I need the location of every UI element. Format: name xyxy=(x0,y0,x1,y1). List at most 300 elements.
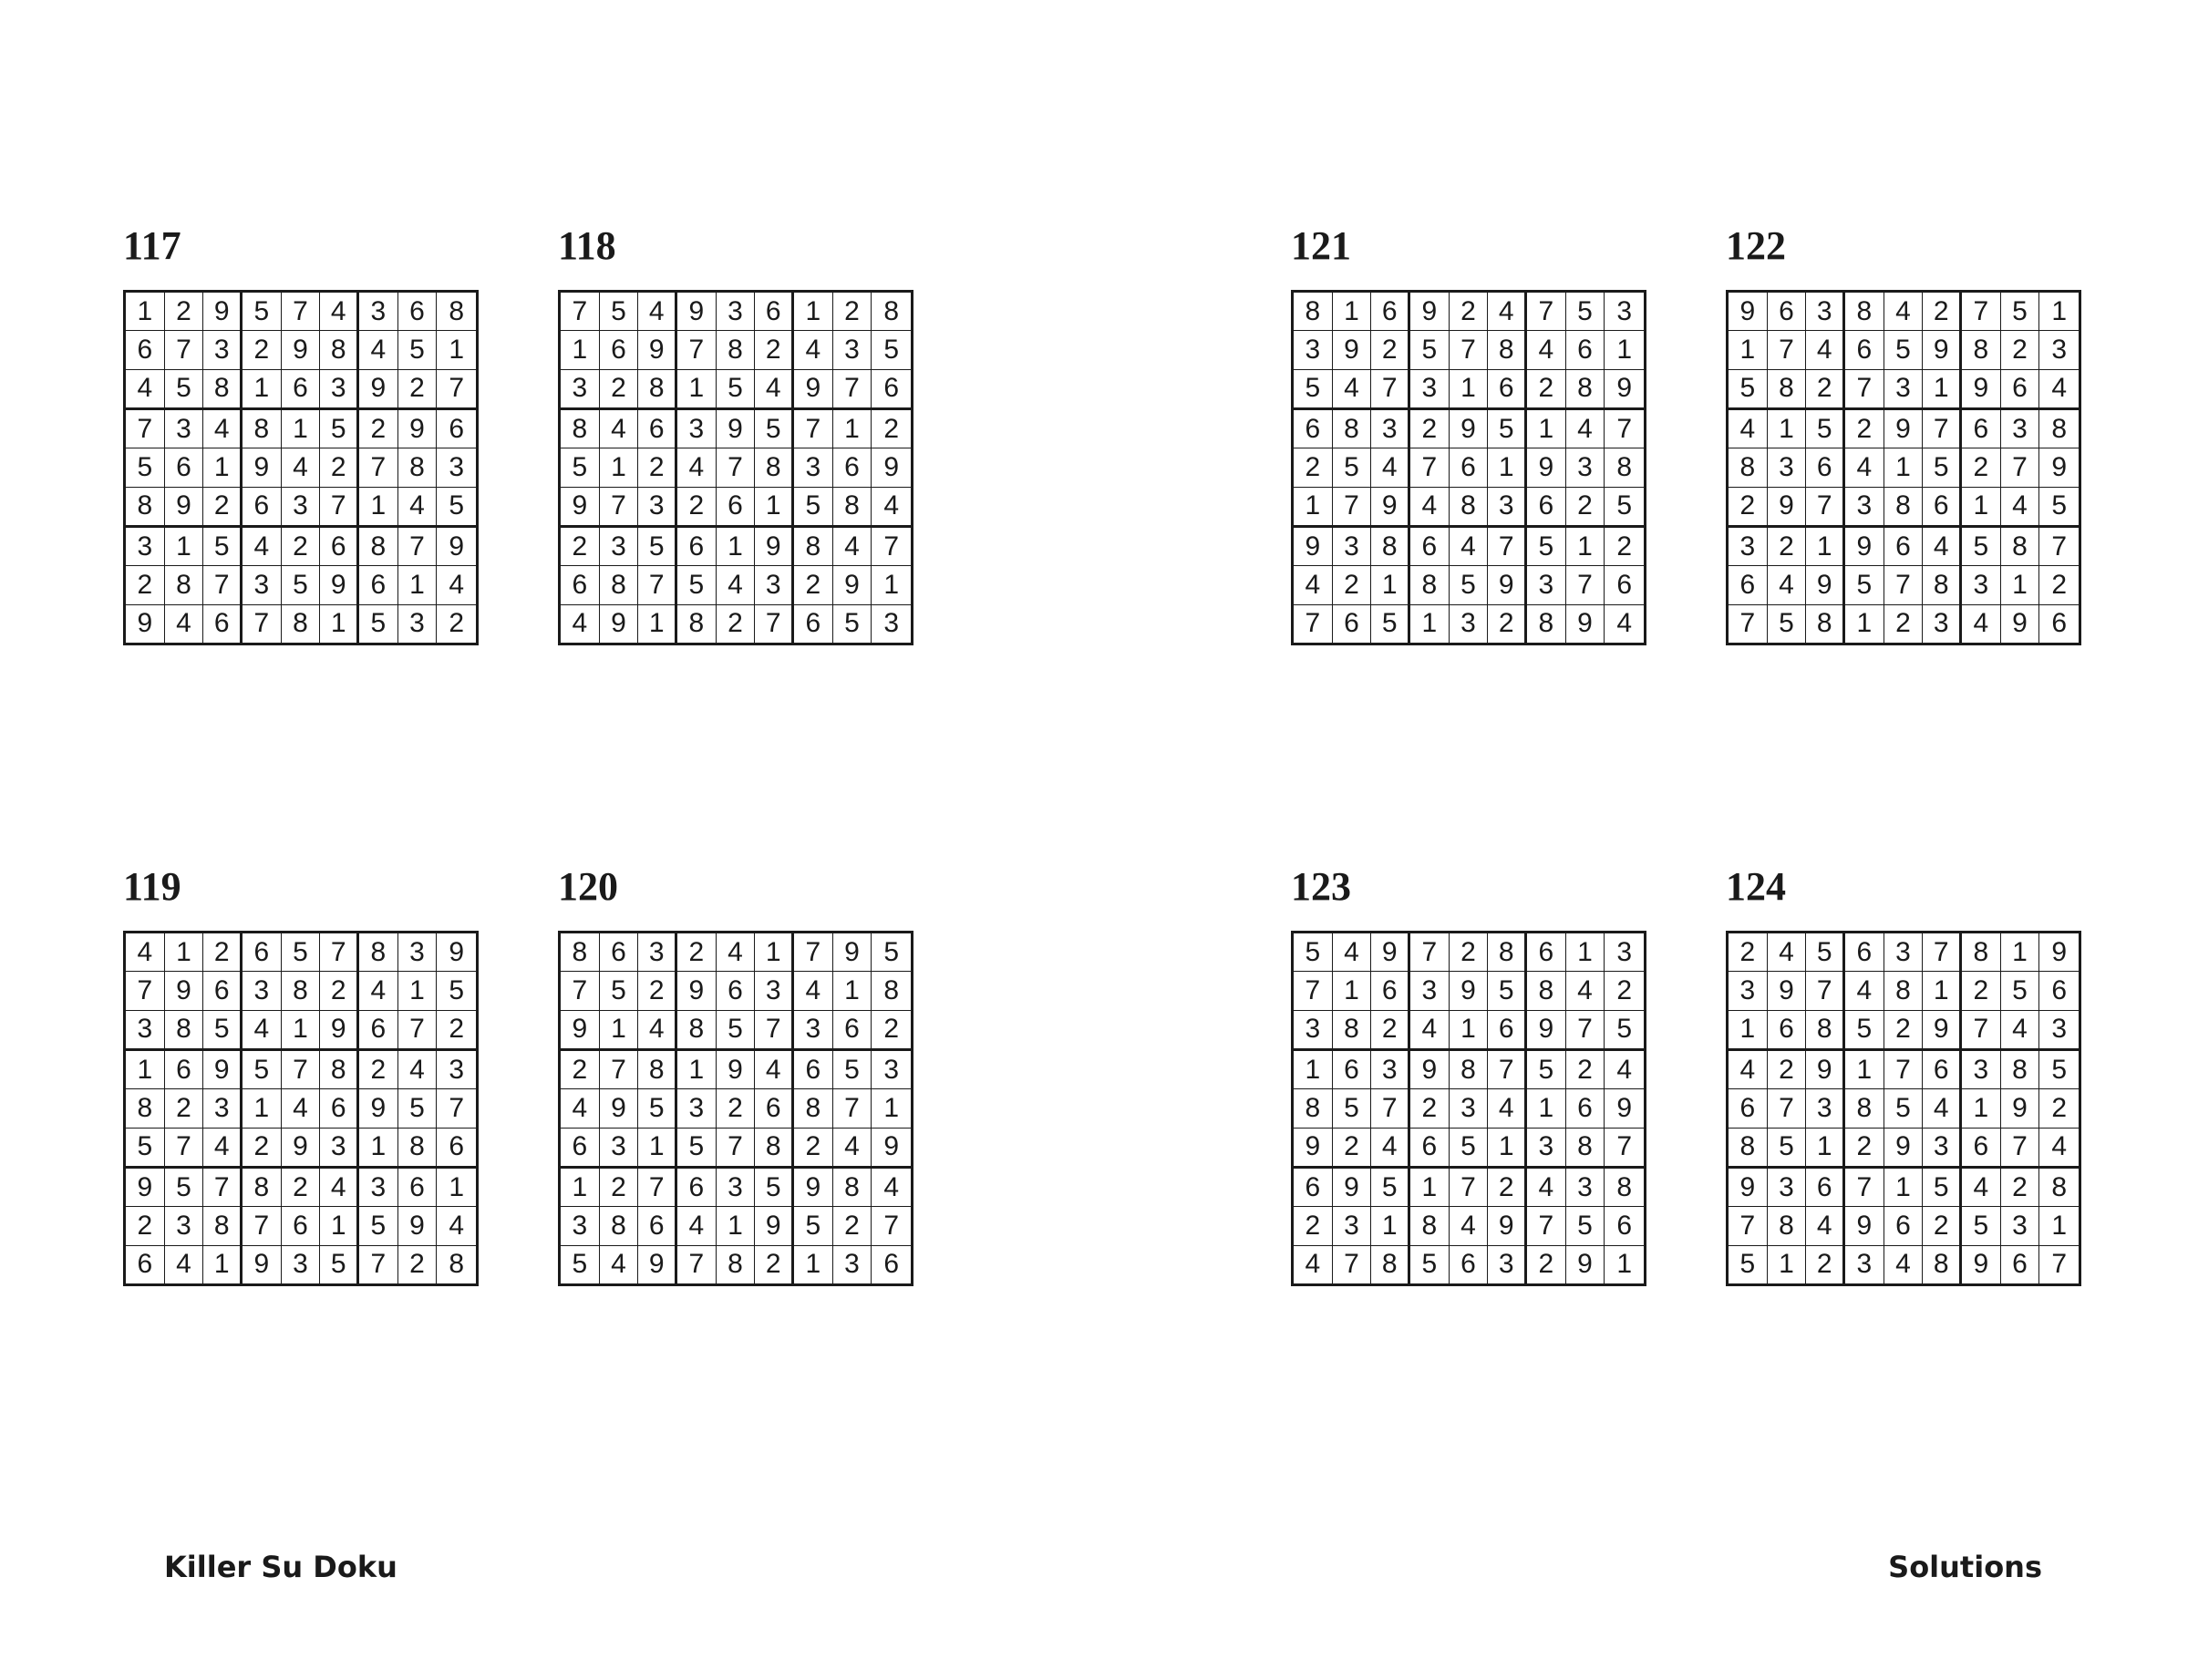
grid-cell: 1 xyxy=(1333,293,1372,331)
grid-cell: 2 xyxy=(2039,1089,2079,1128)
grid-cell: 4 xyxy=(243,528,282,566)
grid-cell: 8 xyxy=(1450,488,1489,528)
grid-cell: 7 xyxy=(1371,370,1410,410)
grid-cell: 1 xyxy=(1488,448,1527,487)
grid-cell: 5 xyxy=(1566,1207,1605,1245)
grid-cell: 5 xyxy=(2039,488,2079,528)
grid-cell: 3 xyxy=(1450,1089,1489,1128)
grid-cell: 6 xyxy=(1605,566,1644,604)
grid-cell: 7 xyxy=(755,1011,794,1051)
grid-cell: 9 xyxy=(1923,1011,1962,1051)
grid-cell: 8 xyxy=(1450,1051,1489,1089)
grid-cell: 1 xyxy=(1294,488,1333,528)
grid-cell: 2 xyxy=(1488,605,1527,643)
grid-cell: 1 xyxy=(2039,1207,2079,1245)
grid-cell: 5 xyxy=(243,293,282,331)
grid-cell: 5 xyxy=(1410,1246,1450,1283)
grid-cell: 9 xyxy=(126,605,165,643)
grid-cell: 6 xyxy=(600,331,639,369)
grid-cell: 6 xyxy=(1884,1207,1924,1245)
grid-cell: 6 xyxy=(638,410,677,448)
grid-cell: 4 xyxy=(320,1169,359,1207)
grid-cell: 6 xyxy=(320,1089,359,1128)
grid-cell: 8 xyxy=(1527,972,1566,1010)
grid-cell: 1 xyxy=(1768,410,1807,448)
grid-cell: 8 xyxy=(1566,370,1605,410)
grid-cell: 7 xyxy=(1962,1011,2001,1051)
grid-cell: 4 xyxy=(126,933,165,972)
grid-cell: 9 xyxy=(1962,370,2001,410)
grid-cell: 4 xyxy=(2001,1011,2040,1051)
grid-cell: 3 xyxy=(165,410,204,448)
grid-cell: 2 xyxy=(243,331,282,369)
grid-cell: 4 xyxy=(1371,1129,1410,1169)
puzzle-120 xyxy=(558,865,913,1286)
grid-cell: 7 xyxy=(437,370,476,410)
grid-cell: 3 xyxy=(794,1011,833,1051)
puzzle-121 xyxy=(1291,224,1646,645)
grid-cell: 3 xyxy=(561,370,600,410)
grid-cell: 9 xyxy=(794,370,833,410)
sudoku-grid xyxy=(1726,290,2081,645)
grid-cell: 6 xyxy=(359,566,398,604)
grid-cell: 2 xyxy=(1962,972,2001,1010)
grid-cell: 1 xyxy=(437,1169,476,1207)
grid-cell: 3 xyxy=(833,1246,872,1283)
grid-cell: 4 xyxy=(1333,370,1372,410)
grid-cell: 6 xyxy=(794,605,833,643)
grid-cell: 6 xyxy=(638,1207,677,1245)
grid-cell: 1 xyxy=(1923,370,1962,410)
grid-cell: 9 xyxy=(1962,1246,2001,1283)
grid-cell: 3 xyxy=(126,528,165,566)
grid-cell: 1 xyxy=(1527,410,1566,448)
grid-cell: 7 xyxy=(1410,933,1450,972)
grid-cell: 6 xyxy=(1923,488,1962,528)
grid-cell: 3 xyxy=(677,410,717,448)
grid-cell: 4 xyxy=(398,488,438,528)
grid-cell: 1 xyxy=(1768,1246,1807,1283)
grid-cell: 1 xyxy=(833,410,872,448)
grid-cell: 2 xyxy=(1410,1089,1450,1128)
grid-cell: 1 xyxy=(600,1011,639,1051)
grid-cell: 9 xyxy=(794,1169,833,1207)
grid-cell: 9 xyxy=(1450,972,1489,1010)
grid-cell: 5 xyxy=(1729,370,1768,410)
grid-cell: 5 xyxy=(1729,1246,1768,1283)
grid-cell: 5 xyxy=(1450,1129,1489,1169)
grid-cell: 3 xyxy=(600,1129,639,1169)
grid-cell: 6 xyxy=(165,448,204,487)
grid-cell: 8 xyxy=(282,972,321,1010)
grid-cell: 8 xyxy=(282,605,321,643)
grid-cell: 2 xyxy=(794,1129,833,1169)
grid-cell: 5 xyxy=(1371,1169,1410,1207)
grid-cell: 2 xyxy=(1371,1011,1410,1051)
grid-cell: 2 xyxy=(755,1246,794,1283)
grid-cell: 1 xyxy=(1884,448,1924,487)
grid-cell: 5 xyxy=(398,331,438,369)
grid-cell: 9 xyxy=(717,1051,756,1089)
grid-cell: 6 xyxy=(126,1246,165,1283)
grid-cell: 4 xyxy=(2039,370,2079,410)
grid-cell: 3 xyxy=(437,1051,476,1089)
grid-cell: 9 xyxy=(638,331,677,369)
grid-cell: 6 xyxy=(717,488,756,528)
grid-cell: 7 xyxy=(755,605,794,643)
grid-cell: 4 xyxy=(600,410,639,448)
grid-cell: 3 xyxy=(1962,1051,2001,1089)
puzzle-122 xyxy=(1726,224,2081,645)
grid-cell: 9 xyxy=(437,933,476,972)
grid-cell: 5 xyxy=(1605,1011,1644,1051)
grid-cell: 3 xyxy=(1884,370,1924,410)
grid-cell: 9 xyxy=(1333,1169,1372,1207)
grid-cell: 6 xyxy=(1845,331,1884,369)
grid-cell: 2 xyxy=(282,528,321,566)
grid-cell: 1 xyxy=(1450,1011,1489,1051)
grid-cell: 7 xyxy=(398,1011,438,1051)
grid-cell: 4 xyxy=(203,1129,243,1169)
grid-cell: 5 xyxy=(1371,605,1410,643)
grid-cell: 3 xyxy=(320,1129,359,1169)
grid-cell: 9 xyxy=(2001,1089,2040,1128)
grid-cell: 8 xyxy=(755,1129,794,1169)
grid-cell: 4 xyxy=(437,566,476,604)
grid-cell: 6 xyxy=(437,410,476,448)
grid-cell: 3 xyxy=(1605,293,1644,331)
grid-cell: 7 xyxy=(359,448,398,487)
grid-cell: 9 xyxy=(1729,293,1768,331)
grid-cell: 8 xyxy=(1371,528,1410,566)
grid-cell: 8 xyxy=(398,448,438,487)
grid-cell: 4 xyxy=(1729,1051,1768,1089)
grid-cell: 4 xyxy=(1806,1207,1845,1245)
grid-cell: 2 xyxy=(1845,410,1884,448)
grid-cell: 1 xyxy=(282,410,321,448)
grid-cell: 2 xyxy=(243,1129,282,1169)
grid-cell: 3 xyxy=(359,293,398,331)
grid-cell: 4 xyxy=(1962,1169,2001,1207)
grid-cell: 8 xyxy=(126,488,165,528)
footer-section-title: Solutions xyxy=(1888,1550,2042,1584)
grid-cell: 4 xyxy=(755,370,794,410)
grid-cell: 6 xyxy=(2051,608,2067,639)
grid-cell: 3 xyxy=(2039,1011,2079,1051)
grid-cell: 9 xyxy=(1527,448,1566,487)
grid-cell: 6 xyxy=(243,933,282,972)
grid-cell: 4 xyxy=(561,1089,600,1128)
grid-cell: 2 xyxy=(398,1246,438,1283)
grid-cell: 1 xyxy=(165,933,204,972)
grid-cell: 7 xyxy=(1450,331,1489,369)
grid-cell: 5 xyxy=(282,566,321,604)
grid-cell: 5 xyxy=(1884,1089,1924,1128)
puzzle-117 xyxy=(123,224,479,645)
grid-cell: 7 xyxy=(677,1246,717,1283)
grid-cell: 7 xyxy=(1410,448,1450,487)
grid-cell: 5 xyxy=(126,1129,165,1169)
grid-cell: 5 xyxy=(1488,972,1527,1010)
grid-cell: 5 xyxy=(282,933,321,972)
grid-cell: 1 xyxy=(203,448,243,487)
grid-cell: 6 xyxy=(243,488,282,528)
grid-cell: 8 xyxy=(165,1011,204,1051)
grid-cell: 4 xyxy=(1294,566,1333,604)
grid-cell: 8 xyxy=(1729,448,1768,487)
grid-cell: 6 xyxy=(1488,1011,1527,1051)
grid-cell: 7 xyxy=(320,933,359,972)
grid-cell: 5 xyxy=(717,370,756,410)
grid-cell: 8 xyxy=(561,933,600,972)
grid-cell: 6 xyxy=(282,1207,321,1245)
grid-cell: 6 xyxy=(755,1089,794,1128)
grid-cell: 8 xyxy=(638,1051,677,1089)
grid-cell: 1 xyxy=(833,972,872,1010)
grid-cell: 2 xyxy=(359,1051,398,1089)
grid-cell: 5 xyxy=(437,488,476,528)
grid-cell: 7 xyxy=(282,293,321,331)
grid-cell: 4 xyxy=(833,1129,872,1169)
puzzle-119 xyxy=(123,865,479,1286)
grid-cell: 5 xyxy=(1488,410,1527,448)
grid-cell: 5 xyxy=(2001,972,2040,1010)
grid-cell: 9 xyxy=(1806,1051,1845,1089)
grid-cell: 7 xyxy=(2051,1249,2067,1280)
grid-cell: 3 xyxy=(833,331,872,369)
grid-cell: 2 xyxy=(677,488,717,528)
grid-cell: 4 xyxy=(243,1011,282,1051)
grid-cell: 3 xyxy=(1566,448,1605,487)
grid-cell: 9 xyxy=(561,1011,600,1051)
grid-cell: 3 xyxy=(1806,1089,1845,1128)
grid-cell: 7 xyxy=(1923,933,1962,972)
grid-cell: 3 xyxy=(600,528,639,566)
grid-cell: 1 xyxy=(2001,566,2040,604)
grid-cell: 3 xyxy=(1806,293,1845,331)
grid-cell: 3 xyxy=(1333,1207,1372,1245)
grid-cell: 3 xyxy=(1845,1246,1884,1283)
grid-cell: 9 xyxy=(282,331,321,369)
grid-cell: 3 xyxy=(1884,933,1924,972)
grid-cell: 9 xyxy=(359,370,398,410)
grid-cell: 4 xyxy=(1845,972,1884,1010)
puzzle-number: 123 xyxy=(1291,864,1351,909)
grid-cell: 3 xyxy=(1294,1011,1333,1051)
grid-cell: 9 xyxy=(243,448,282,487)
grid-cell: 1 xyxy=(1333,972,1372,1010)
grid-cell: 7 xyxy=(1845,370,1884,410)
grid-cell: 5 xyxy=(794,488,833,528)
grid-cell: 9 xyxy=(600,1089,639,1128)
grid-cell: 8 xyxy=(794,1089,833,1128)
grid-cell: 3 xyxy=(282,488,321,528)
grid-cell: 1 xyxy=(638,1129,677,1169)
sudoku-grid xyxy=(1291,931,1646,1286)
grid-cell: 7 xyxy=(2001,1129,2040,1169)
sudoku-grid xyxy=(1726,931,2081,1286)
grid-cell: 7 xyxy=(1768,331,1807,369)
grid-cell: 4 xyxy=(638,1011,677,1051)
grid-cell: 6 xyxy=(1768,293,1807,331)
grid-cell: 4 xyxy=(755,1051,794,1089)
grid-cell: 9 xyxy=(1729,1169,1768,1207)
grid-cell: 1 xyxy=(1410,1169,1450,1207)
grid-cell: 8 xyxy=(1410,566,1450,604)
grid-cell: 6 xyxy=(717,972,756,1010)
grid-cell: 7 xyxy=(638,1169,677,1207)
grid-cell: 2 xyxy=(1450,293,1489,331)
puzzle-number: 117 xyxy=(123,223,181,268)
grid-cell: 2 xyxy=(165,1089,204,1128)
grid-cell: 5 xyxy=(437,972,476,1010)
grid-cell: 4 xyxy=(600,1246,639,1283)
grid-cell: 1 xyxy=(1488,1129,1527,1169)
grid-cell: 2 xyxy=(1450,933,1489,972)
grid-cell: 6 xyxy=(1333,605,1372,643)
grid-cell: 9 xyxy=(717,410,756,448)
grid-cell: 1 xyxy=(1845,1051,1884,1089)
grid-cell: 1 xyxy=(1566,933,1605,972)
grid-cell: 7 xyxy=(437,1089,476,1128)
grid-cell: 2 xyxy=(1488,1169,1527,1207)
grid-cell: 3 xyxy=(1923,605,1962,643)
grid-cell: 9 xyxy=(2039,933,2079,972)
grid-cell: 9 xyxy=(2039,448,2079,487)
grid-cell: 4 xyxy=(677,1207,717,1245)
grid-cell: 2 xyxy=(1923,293,1962,331)
grid-cell: 3 xyxy=(398,605,438,643)
grid-cell: 2 xyxy=(1605,972,1644,1010)
grid-cell: 1 xyxy=(437,331,476,369)
grid-cell: 3 xyxy=(1371,1051,1410,1089)
grid-cell: 2 xyxy=(320,448,359,487)
grid-cell: 7 xyxy=(2039,528,2079,566)
grid-cell: 4 xyxy=(1488,1089,1527,1128)
grid-cell: 7 xyxy=(794,410,833,448)
grid-cell: 1 xyxy=(398,566,438,604)
grid-cell: 4 xyxy=(794,972,833,1010)
grid-cell: 5 xyxy=(1527,528,1566,566)
grid-cell: 8 xyxy=(2001,528,2040,566)
grid-cell: 9 xyxy=(872,448,911,487)
grid-cell: 5 xyxy=(1605,488,1644,528)
grid-cell: 3 xyxy=(2039,331,2079,369)
grid-cell: 8 xyxy=(677,1011,717,1051)
grid-cell: 8 xyxy=(203,370,243,410)
grid-cell: 3 xyxy=(243,566,282,604)
grid-cell: 1 xyxy=(1962,1089,2001,1128)
grid-cell: 2 xyxy=(638,972,677,1010)
grid-cell: 8 xyxy=(2039,410,2079,448)
grid-cell: 6 xyxy=(1729,566,1768,604)
grid-cell: 5 xyxy=(561,448,600,487)
grid-cell: 5 xyxy=(1527,1051,1566,1089)
grid-cell: 6 xyxy=(1488,370,1527,410)
grid-cell: 3 xyxy=(1450,605,1489,643)
grid-cell: 7 xyxy=(1884,566,1924,604)
grid-cell: 9 xyxy=(165,972,204,1010)
grid-cell: 9 xyxy=(398,1207,438,1245)
grid-cell: 4 xyxy=(320,293,359,331)
grid-cell: 7 xyxy=(1806,488,1845,528)
grid-cell: 2 xyxy=(677,933,717,972)
grid-cell: 7 xyxy=(1527,293,1566,331)
grid-cell: 4 xyxy=(282,1089,321,1128)
grid-cell: 5 xyxy=(1294,370,1333,410)
grid-cell: 3 xyxy=(1729,972,1768,1010)
grid-cell: 5 xyxy=(1923,1169,1962,1207)
grid-cell: 3 xyxy=(1294,331,1333,369)
grid-cell: 6 xyxy=(203,605,243,643)
grid-cell: 1 xyxy=(165,528,204,566)
grid-cell: 5 xyxy=(833,605,872,643)
grid-cell: 9 xyxy=(600,605,639,643)
grid-cell: 4 xyxy=(1371,448,1410,487)
grid-cell: 9 xyxy=(1566,1246,1605,1283)
grid-cell: 1 xyxy=(2039,293,2079,331)
grid-cell: 1 xyxy=(1605,331,1644,369)
grid-cell: 6 xyxy=(1566,1089,1605,1128)
grid-cell: 5 xyxy=(794,1207,833,1245)
grid-cell: 8 xyxy=(1884,488,1924,528)
grid-cell: 9 xyxy=(561,488,600,528)
grid-cell: 7 xyxy=(1729,605,1768,643)
grid-cell: 1 xyxy=(1729,1011,1768,1051)
grid-cell: 9 xyxy=(1923,331,1962,369)
grid-cell: 8 xyxy=(717,331,756,369)
grid-cell: 2 xyxy=(1527,1246,1566,1283)
grid-cell: 5 xyxy=(717,1011,756,1051)
grid-cell: 6 xyxy=(677,528,717,566)
puzzle-118 xyxy=(558,224,913,645)
grid-cell: 5 xyxy=(561,1246,600,1283)
grid-cell: 4 xyxy=(2001,488,2040,528)
grid-cell: 9 xyxy=(677,972,717,1010)
grid-cell: 9 xyxy=(437,528,476,566)
grid-cell: 5 xyxy=(1768,1129,1807,1169)
grid-cell: 2 xyxy=(1566,1051,1605,1089)
grid-cell: 8 xyxy=(1410,1207,1450,1245)
grid-cell: 9 xyxy=(320,566,359,604)
grid-cell: 7 xyxy=(1768,1089,1807,1128)
grid-cell: 1 xyxy=(359,488,398,528)
grid-cell: 8 xyxy=(1488,331,1527,369)
grid-cell: 6 xyxy=(833,448,872,487)
grid-cell: 6 xyxy=(1845,933,1884,972)
grid-cell: 2 xyxy=(449,608,464,639)
grid-cell: 6 xyxy=(1806,1169,1845,1207)
grid-cell: 4 xyxy=(833,528,872,566)
grid-cell: 8 xyxy=(359,933,398,972)
grid-cell: 7 xyxy=(1962,293,2001,331)
grid-cell: 4 xyxy=(1806,331,1845,369)
grid-cell: 8 xyxy=(1768,1207,1807,1245)
grid-cell: 9 xyxy=(1410,293,1450,331)
grid-cell: 5 xyxy=(398,1089,438,1128)
puzzle-number: 120 xyxy=(558,864,618,909)
grid-cell: 8 xyxy=(2039,1169,2079,1207)
grid-cell: 8 xyxy=(1333,1011,1372,1051)
grid-cell: 3 xyxy=(1410,370,1450,410)
grid-cell: 6 xyxy=(2001,370,2040,410)
grid-cell: 4 xyxy=(1488,293,1527,331)
grid-cell: 1 xyxy=(1616,1249,1632,1280)
grid-cell: 9 xyxy=(1488,1207,1527,1245)
grid-cell: 7 xyxy=(126,410,165,448)
grid-cell: 1 xyxy=(203,1246,243,1283)
grid-cell: 1 xyxy=(872,566,911,604)
